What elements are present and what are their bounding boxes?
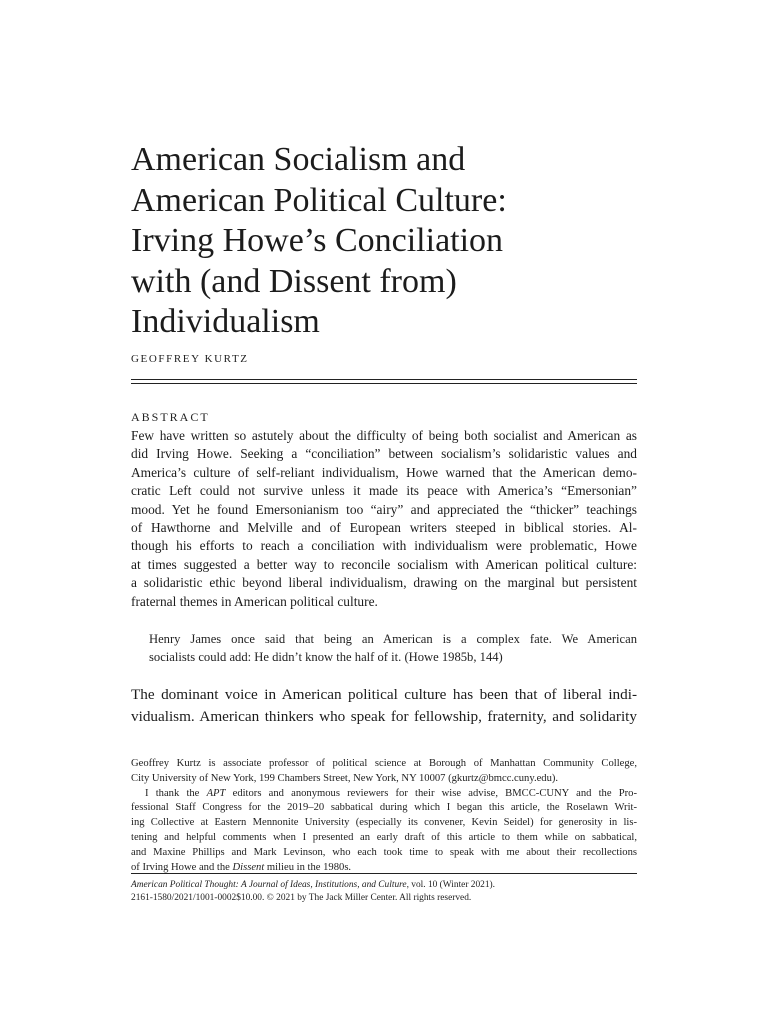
header-divider xyxy=(131,379,637,380)
article-title xyxy=(131,140,637,343)
citation-line: American Political Thought: A Journal of Ideas, Institutions, and Culture, vol. 10 (Winter 2021). xyxy=(131,880,496,890)
abstract-line: mood. Yet he found Emersonianism too “airy” and appreciated the “thicker” teachings xyxy=(131,501,637,517)
footnote-line: ing Collective at Eastern Mennonite University (especially its convener, Kevin Seidel) for generosity in lis- xyxy=(131,817,637,829)
abstract-line: a solidaristic ethic beyond liberal individualism, drawing on the marginal but persistent xyxy=(131,575,637,591)
footnote-line: I thank the APT editors and anonymous reviewers for their wise advise, BMCC-CUNY and the Pro- xyxy=(145,787,637,799)
citation-line: 2161-1580/2021/1001-0002$10.00. © 2021 by The Jack Miller Center. All rights reserved. xyxy=(131,893,472,904)
footnote-line: and Maxine Phillips and Mark Levinson, who each took time to speak with me about their recollections xyxy=(131,846,637,858)
abstract-text xyxy=(131,427,637,611)
journal-citation xyxy=(131,879,637,906)
footnote-line: of Irving Howe and the Dissent milieu in the 1980s. xyxy=(131,861,352,873)
epigraph-line: Henry James once said that being an American is a complex fate. We American xyxy=(149,632,637,646)
abstract-line: America’s culture of self-reliant individualism, Howe warned that the American demo- xyxy=(131,464,637,480)
epigraph-line: socialists could add: He didn’t know the half of it. (Howe 1985b, 144) xyxy=(149,650,503,664)
author-name: GEOFFREY KURTZ xyxy=(131,353,249,365)
abstract-line: fraternal themes in American political culture. xyxy=(131,593,378,609)
epigraph xyxy=(149,630,637,666)
abstract-heading: ABSTRACT xyxy=(131,410,210,424)
title-line: with (and Dissent from) xyxy=(131,262,457,300)
body-line: vidualism. American thinkers who speak for fellowship, fraternity, and solidarity xyxy=(131,708,637,725)
title-line: Irving Howe’s Conciliation xyxy=(131,222,504,259)
abstract-line: did Irving Howe. Seeking a “conciliation” between socialism’s solidaristic values and xyxy=(131,446,637,462)
body-paragraph xyxy=(131,684,637,728)
body-line: The dominant voice in American political culture has been that of liberal indi- xyxy=(131,686,637,703)
abstract-line: at times suggested a better way to reconcile socialism with American political culture: xyxy=(131,556,637,572)
abstract-line: though his efforts to reach a conciliation with individualism were problematic, Howe xyxy=(131,538,637,554)
footer-divider xyxy=(131,873,637,874)
abstract-line: of Hawthorne and Melville and of European writers steeped in biblical stories. Al- xyxy=(131,520,637,536)
footnote-line: City University of New York, 199 Chambers Street, New York, NY 10007 (gkurtz@bmcc.cuny.edu). xyxy=(131,772,559,784)
title-line: American Socialism and xyxy=(131,141,466,178)
author-footnote xyxy=(131,757,637,875)
title-line: Individualism xyxy=(131,303,320,340)
header-divider-thin xyxy=(131,383,637,384)
footnote-line: tening and helpful comments when I presented an early draft of this article to them while on sabbatical, xyxy=(131,831,637,843)
footnote-line: fessional Staff Congress for the 2019–20 sabbatical during which I began this article, the Roselawn Writ- xyxy=(131,802,637,814)
abstract-line: cratic Left could not survive unless it made its peace with America’s “Emersonian” xyxy=(131,483,637,499)
title-line: American Political Culture: xyxy=(131,181,507,219)
abstract-line: Few have written so astutely about the difficulty of being both socialist and American as xyxy=(131,428,637,443)
footnote-line: Geoffrey Kurtz is associate professor of political science at Borough of Manhattan Community College, xyxy=(131,758,637,769)
